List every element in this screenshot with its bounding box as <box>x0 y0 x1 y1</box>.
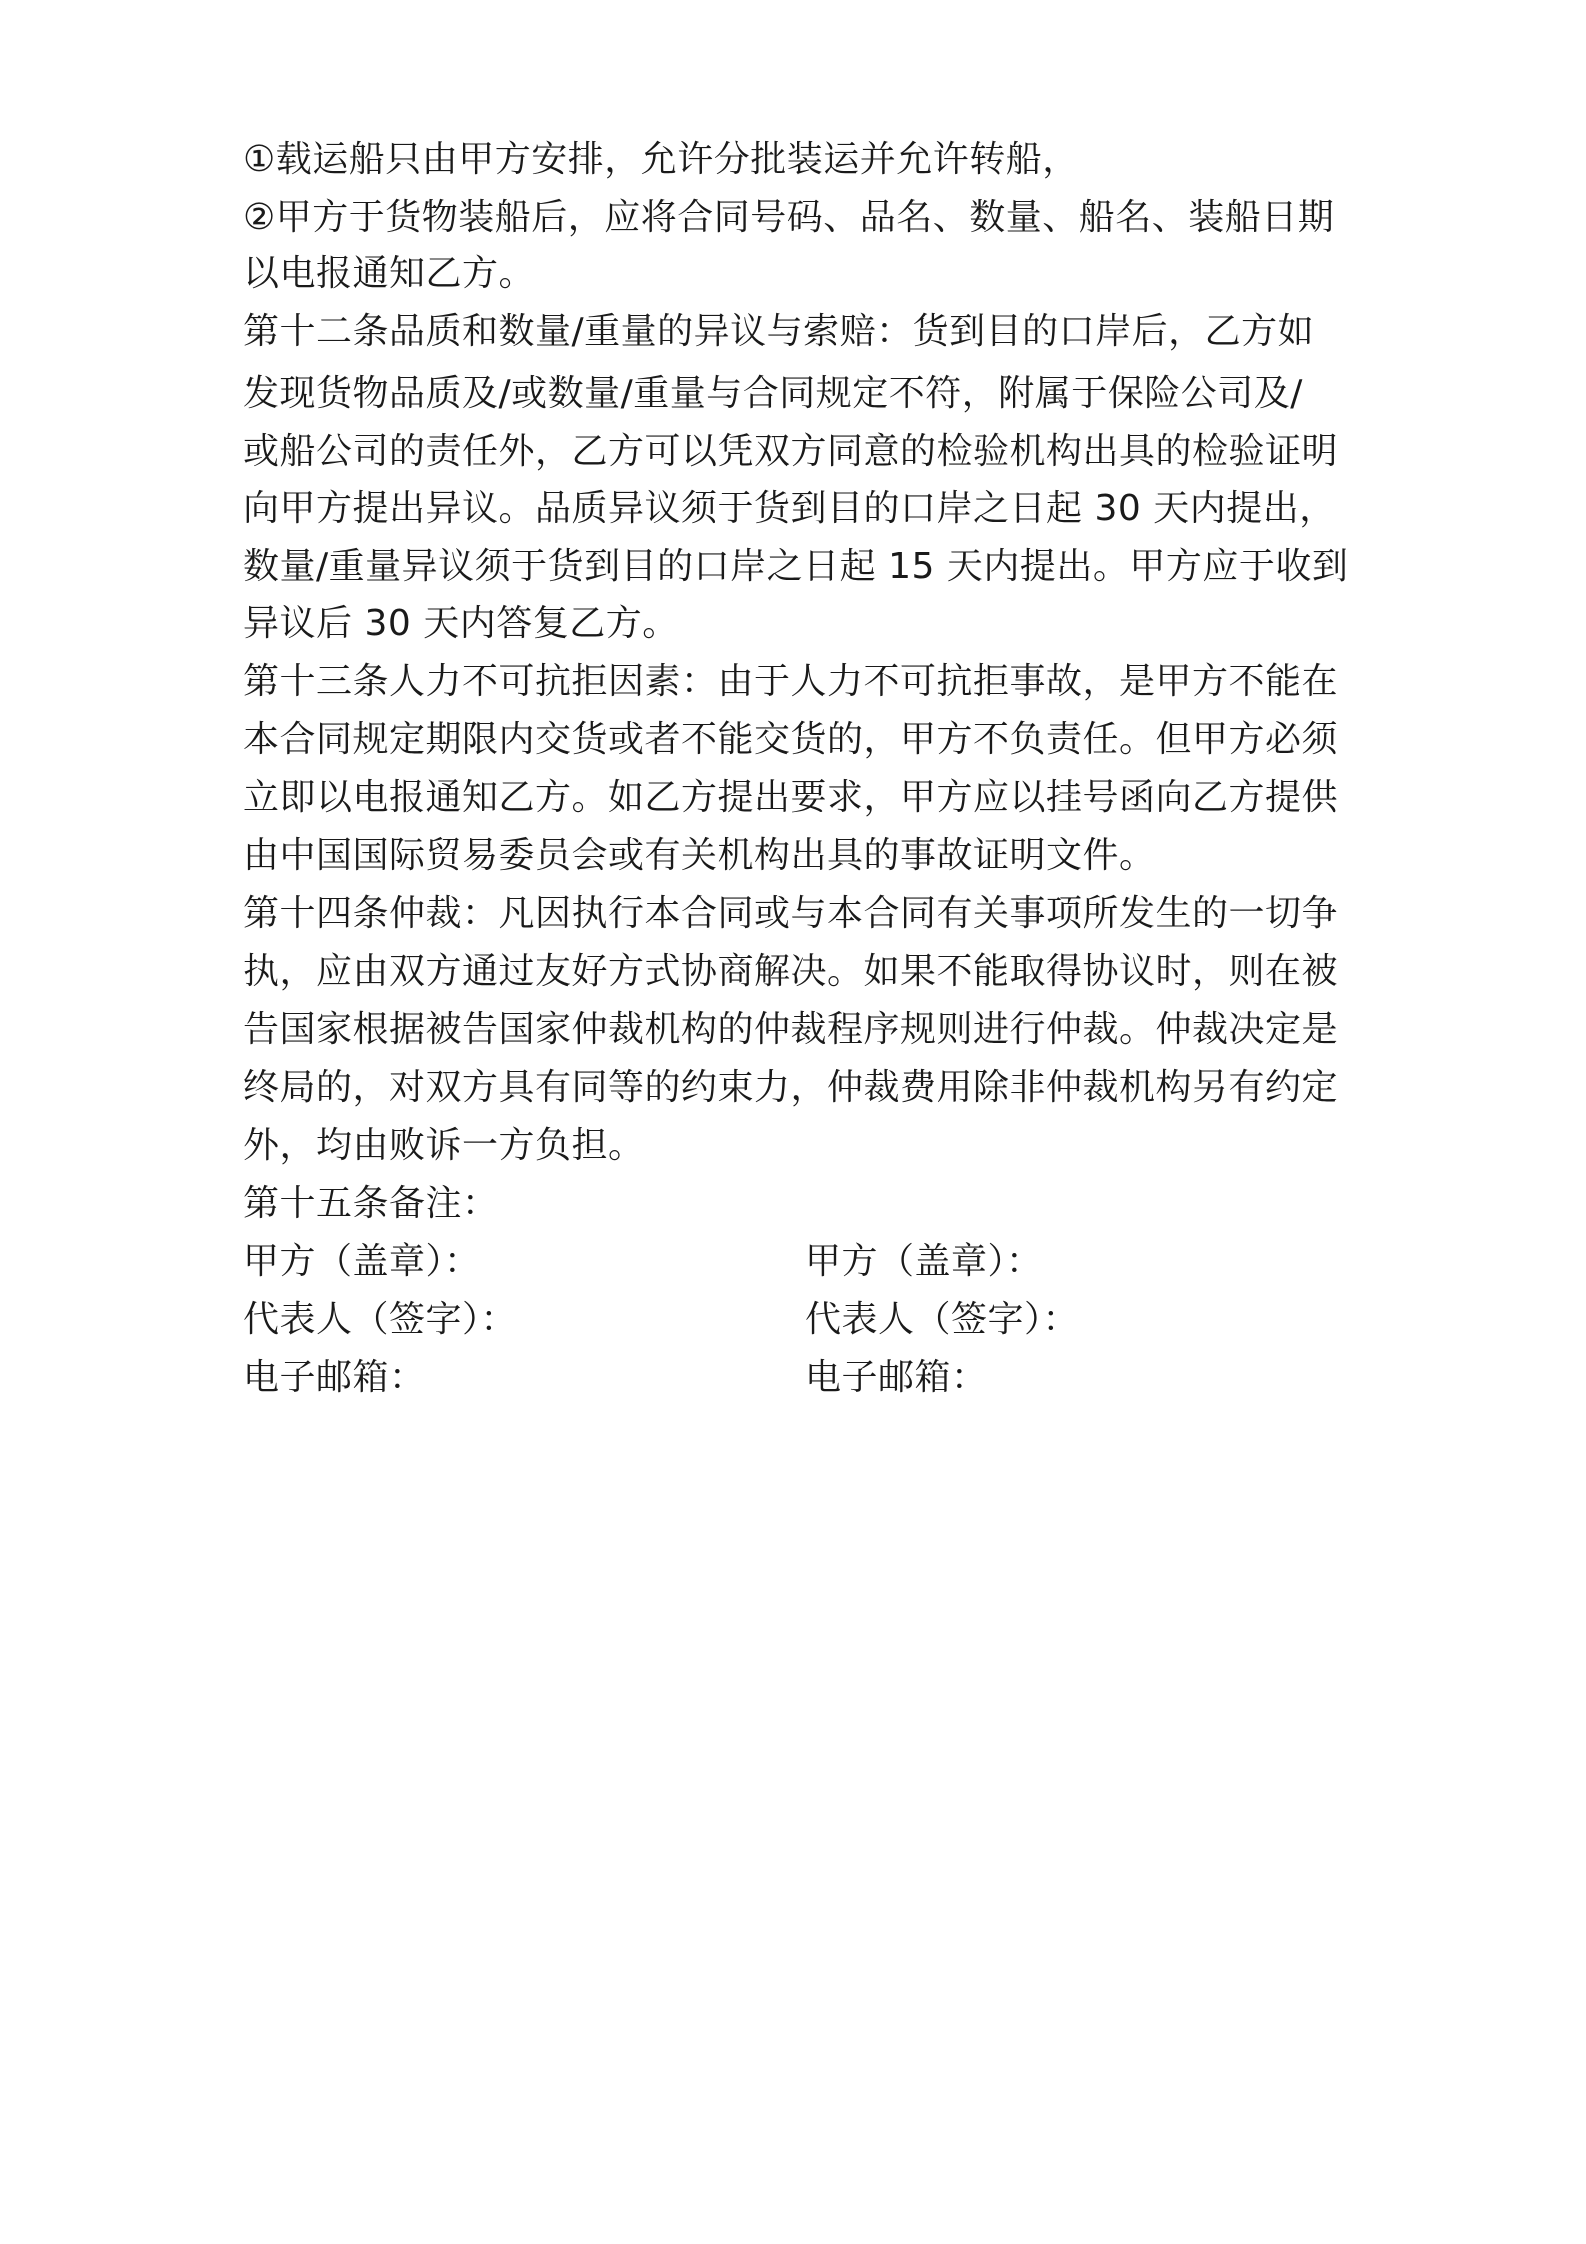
right-party-email: 电子邮箱： <box>805 1357 988 1398</box>
paragraph-line: 执，应由双方通过友好方式协商解决。如果不能取得协议时，则在被 <box>243 951 1339 992</box>
paragraph-line: ②甲方于货物装船后，应将合同号码、品名、数量、船名、装船日期 <box>243 197 1335 238</box>
paragraph-line: 终局的，对双方具有同等的约束力，仲裁费用除非仲裁机构另有约定 <box>243 1067 1339 1108</box>
paragraph-line: 本合同规定期限内交货或者不能交货的，甲方不负责任。但甲方必须 <box>243 719 1339 760</box>
paragraph-line: 第十五条备注： <box>243 1183 499 1224</box>
paragraph-line: 外，均由败诉一方负担。 <box>243 1125 645 1166</box>
right-party-representative: 代表人（签字）： <box>805 1299 1080 1340</box>
paragraph-line: 向甲方提出异议。品质异议须于货到目的口岸之日起 30 天内提出， <box>243 488 1336 529</box>
paragraph-line: 由中国国际贸易委员会或有关机构出具的事故证明文件。 <box>243 835 1156 876</box>
paragraph-line: 或船公司的责任外，乙方可以凭双方同意的检验机构出具的检验证明 <box>243 431 1339 472</box>
document-page <box>243 0 1363 2244</box>
paragraph-line: 发现货物品质及/或数量/重量与合同规定不符，附属于保险公司及/ <box>243 373 1303 414</box>
paragraph-line: 第十二条品质和数量/重量的异议与索赔：货到目的口岸后，乙方如 <box>243 311 1315 352</box>
paragraph-line: 立即以电报通知乙方。如乙方提出要求，甲方应以挂号函向乙方提供 <box>243 777 1339 818</box>
paragraph-line: 数量/重量异议须于货到目的口岸之日起 15 天内提出。甲方应于收到 <box>243 546 1349 587</box>
right-party-seal: 甲方（盖章）： <box>805 1241 1043 1282</box>
paragraph-line: 异议后 30 天内答复乙方。 <box>243 603 679 644</box>
paragraph-line: 第十四条仲裁：凡因执行本合同或与本合同有关事项所发生的一切争 <box>243 893 1339 934</box>
paragraph-line: 以电报通知乙方。 <box>243 253 536 294</box>
left-party-seal: 甲方（盖章）： <box>243 1241 481 1282</box>
left-party-representative: 代表人（签字）： <box>243 1299 518 1340</box>
signature-row-email <box>243 1336 1358 1420</box>
paragraph-line: 第十三条人力不可抗拒因素：由于人力不可抗拒事故，是甲方不能在 <box>243 661 1339 702</box>
left-party-email: 电子邮箱： <box>243 1357 426 1398</box>
paragraph-line: 告国家根据被告国家仲裁机构的仲裁程序规则进行仲裁。仲裁决定是 <box>243 1009 1339 1050</box>
paragraph-line: ①载运船只由甲方安排，允许分批装运并允许转船， <box>243 139 1079 180</box>
